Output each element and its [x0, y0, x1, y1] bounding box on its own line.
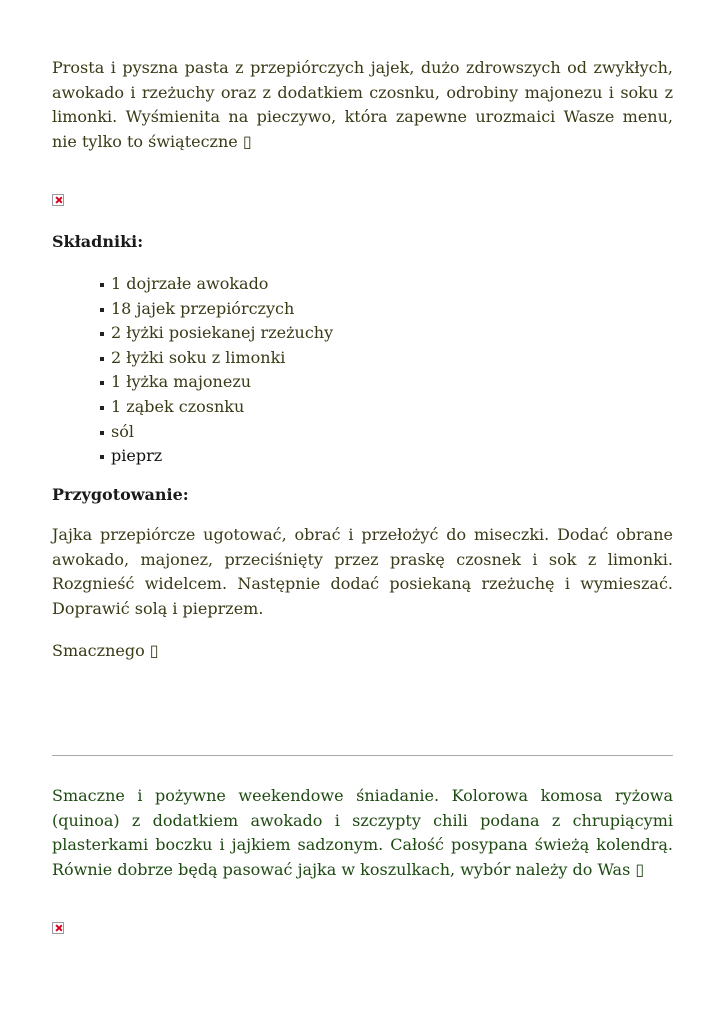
broken-image-icon[interactable]: [52, 922, 64, 934]
preparation-heading: Przygotowanie:: [52, 485, 189, 504]
closing-text: Smacznego ▯: [52, 641, 159, 660]
ingredients-list: [100, 272, 333, 469]
post1-intro: Prosta i pyszna pasta z przepiórczych jajek, dużo zdrowszych od zwykłych, awokado i rzeżuchy oraz z dodatkiem czosnku, odrobiny majonezu i soku z limonki. Wyśmienita na pieczywo, która zapewne urozmaici Wasze menu, nie tylko to świąteczne ▯: [52, 58, 673, 151]
list-item: sól: [100, 420, 333, 445]
list-item: 1 dojrzałe awokado: [100, 272, 333, 297]
preparation-text: Jajka przepiórcze ugotować, obrać i przełożyć do miseczki. Dodać obrane awokado, majonez, przeciśnięty przez praskę czosnek i sok z limonki. Rozgnieść widelcem. Następnie dodać posiekaną rzeżuchę i wymieszać. Doprawić solą i pieprzem.: [52, 525, 673, 618]
broken-image-icon[interactable]: [52, 194, 64, 206]
list-item: 1 ząbek czosnku: [100, 395, 333, 420]
list-item: 2 łyżki soku z limonki: [100, 346, 333, 371]
post2-intro: Smaczne i pożywne weekendowe śniadanie. Kolorowa komosa ryżowa (quinoa) z dodatkiem awokado i szczypty chili podana z chrupiącymi plasterkami boczku i jajkiem sadzonym. Całość posypana świeżą kolendrą. Równie dobrze będą pasować jajka w koszulkach, wybór należy do Was ▯: [52, 786, 673, 879]
list-item: pieprz: [100, 444, 333, 469]
post-divider: [52, 755, 673, 756]
list-item: 1 łyżka majonezu: [100, 370, 333, 395]
list-item: 18 jajek przepiórczych: [100, 297, 333, 322]
ingredients-heading: Składniki:: [52, 232, 144, 251]
list-item: 2 łyżki posiekanej rzeżuchy: [100, 321, 333, 346]
